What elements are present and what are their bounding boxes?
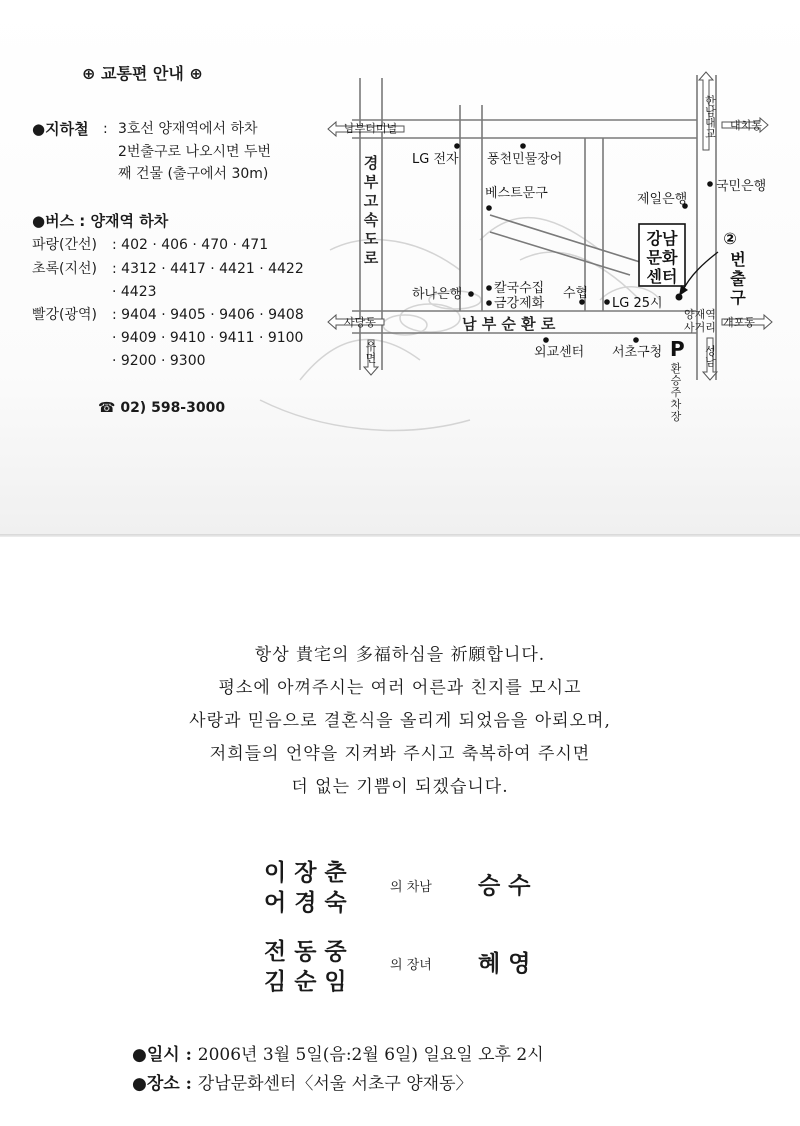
bus-route-line: · 4423: [112, 284, 157, 300]
bride-name: 혜영: [478, 951, 539, 977]
exit-2-label: [723, 229, 746, 307]
bus-route-line: : 9404 · 9405 · 9406 · 9408: [112, 307, 304, 323]
event-datetime: [132, 1040, 544, 1065]
svg-text:구: 구: [730, 288, 746, 307]
greeting-line: 항상 貴宅의 多福하심을 祈願합니다.: [254, 645, 546, 665]
subway-colon: :: [103, 121, 108, 137]
svg-text:승: 승: [670, 374, 682, 387]
svg-text:환: 환: [670, 362, 682, 375]
datetime-label: ●일시 :: [132, 1045, 198, 1065]
landmark-lg-electronics: LG 전자: [412, 152, 459, 167]
landmark-hana-bank: 하나은행: [412, 287, 463, 302]
direction-daechi: 대치동: [730, 119, 762, 132]
svg-text:우: 우: [365, 340, 377, 353]
bus-label: ●버스 : 양재역 하차: [32, 212, 169, 230]
phone: ☎ 02) 598-3000: [98, 400, 226, 416]
venue-value: 강남문화센터〈서울 서초구 양재동〉: [197, 1074, 473, 1094]
bus-route-line: : 402 · 406 · 470 · 471: [112, 237, 269, 253]
svg-text:사거리: 사거리: [684, 321, 716, 334]
subway-line: 2번출구로 나오시면 두번: [118, 144, 272, 160]
landmark-seocho-office: 서초구청: [612, 345, 663, 360]
landmark-pungcheon: 풍천민물장어: [487, 152, 563, 167]
svg-text:문화: 문화: [646, 248, 678, 267]
greeting-line: 평소에 아껴주시는 여러 어른과 친지를 모시고: [218, 678, 582, 698]
svg-text:출: 출: [730, 269, 746, 288]
umyeonsan-road-label: [366, 340, 377, 365]
datetime-value: 2006년 3월 5일(음:2월 6일) 일요일 오후 2시: [197, 1045, 544, 1065]
svg-text:양재역: 양재역: [684, 308, 716, 321]
svg-text:로: 로: [363, 249, 379, 267]
nambu-sunhwan-road-label: 남 부 순 환 로: [462, 315, 556, 333]
direction-gaepo: 개포동: [723, 316, 755, 329]
svg-text:②: ②: [723, 229, 737, 248]
ornament-icon: ⊕: [189, 64, 203, 83]
svg-text:번: 번: [730, 250, 746, 269]
svg-text:강남: 강남: [646, 229, 678, 248]
greeting-line: 저희들의 언약을 지켜봐 주시고 축복하여 주시면: [209, 744, 591, 764]
svg-text:차: 차: [670, 398, 682, 411]
parking-icon: P: [670, 337, 685, 361]
bus-route-label: 파랑(간선): [32, 237, 98, 253]
direction-seongnam: 성남: [703, 345, 717, 367]
landmark-jeil-bank: 제일은행: [637, 192, 688, 207]
bus-route-label: 빨강(광역): [32, 307, 98, 323]
location-map: [0, 0, 800, 535]
subway-label: ●지하철: [32, 120, 89, 138]
landmark-best-stationery: 베스트문구: [485, 186, 548, 201]
event-venue: [132, 1069, 473, 1094]
svg-text:고: 고: [363, 192, 379, 210]
landmark-diplomatic-center: 외교센터: [534, 345, 585, 360]
landmark-kalguksu: 칼국수집: [494, 281, 545, 296]
subway-line: 3호선 양재역에서 하차: [118, 121, 258, 137]
groom-relation: 의 차남: [390, 880, 432, 895]
svg-text:센터: 센터: [646, 267, 678, 286]
greeting-line: 더 없는 기쁨이 되겠습니다.: [291, 777, 509, 797]
gyeongbu-expressway-label: [363, 154, 379, 267]
venue-label: ●장소 :: [132, 1074, 198, 1094]
svg-text:도: 도: [363, 230, 379, 248]
ornament-icon: ⊕: [82, 64, 96, 83]
direction-hannam-bridge: 한남대교: [703, 95, 717, 139]
telephone-icon: ☎: [98, 400, 116, 416]
bride-relation: 의 장녀: [390, 958, 432, 973]
transfer-parking-label: [671, 361, 682, 423]
svg-text:주: 주: [670, 386, 682, 399]
greeting-line: 사랑과 믿음으로 결혼식을 올리게 되었음을 아뢰오며,: [189, 711, 611, 731]
svg-text:속: 속: [363, 211, 379, 229]
svg-text:면: 면: [365, 352, 377, 365]
subway-line: 째 건물 (출구에서 30m): [118, 166, 269, 182]
groom-father-name: 이장춘: [264, 860, 355, 886]
groom-name: 승수: [478, 873, 539, 899]
bride-father-name: 전동중: [264, 939, 355, 965]
bus-route-label: 초록(지선): [32, 261, 98, 277]
bus-route-line: · 9409 · 9410 · 9411 · 9100: [112, 330, 304, 346]
bride-mother-name: 김순임: [264, 969, 355, 995]
direction-nambu-terminal: 남부터미널: [344, 122, 398, 135]
bus-route-line: · 9200 · 9300: [112, 353, 206, 369]
svg-text:부: 부: [363, 173, 379, 191]
svg-text:경: 경: [363, 154, 379, 172]
landmark-kookmin-bank: 국민은행: [716, 179, 767, 194]
transport-title: ⊕ 교통편 안내 ⊕: [82, 64, 203, 83]
direction-sadang: 사당동: [344, 316, 376, 329]
landmark-suhyup: 수협: [563, 286, 589, 301]
exit-arrow: [682, 252, 718, 292]
gangnam-culture-center-label: [647, 229, 678, 286]
landmark-geumgang: 금강제화: [494, 296, 545, 311]
landmark-lg25: LG 25시: [612, 296, 663, 311]
svg-text:장: 장: [670, 410, 682, 423]
bus-route-line: : 4312 · 4417 · 4421 · 4422: [112, 261, 304, 277]
groom-mother-name: 어경숙: [264, 890, 355, 916]
landmark-yangjae-intersection: [684, 307, 716, 334]
